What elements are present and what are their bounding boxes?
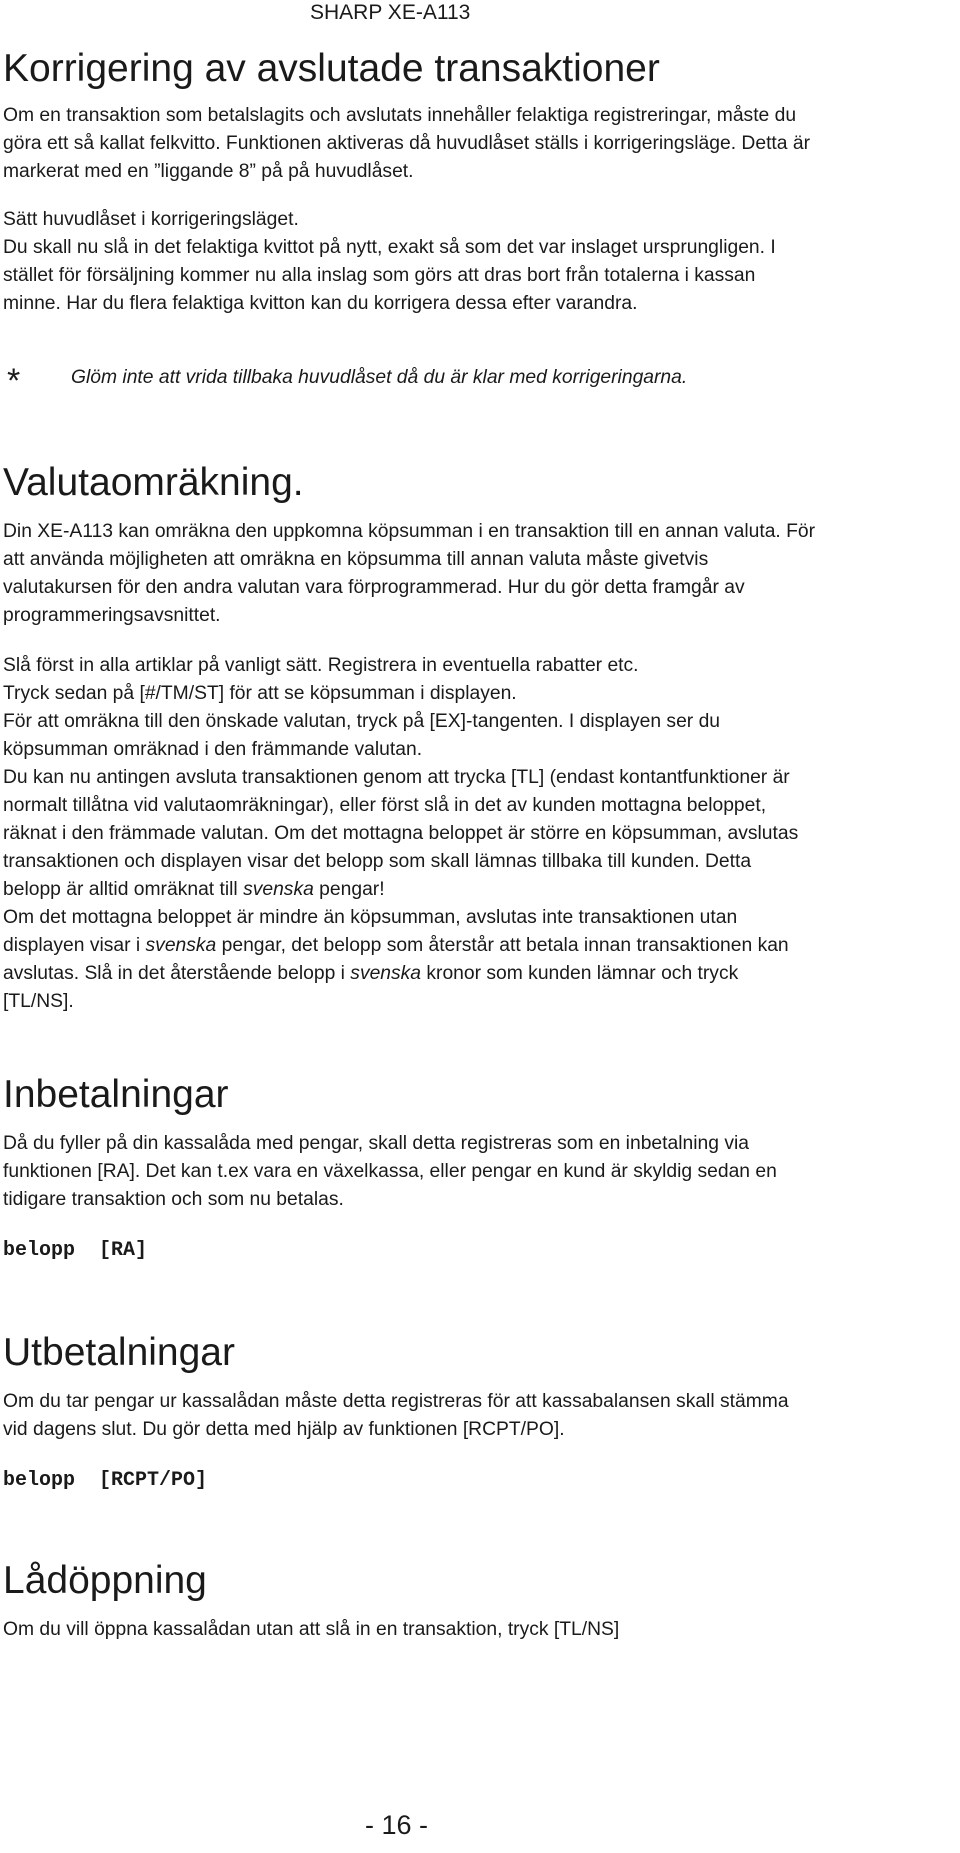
text-run: avslutas. Slå in det återstående belopp i [3,963,351,984]
text-run: belopp är alltid omräknat till [3,879,244,900]
corrections-intro-line: Om en transaktion som betalslagits och avslutats innehåller felaktiga registreringar, måste du [3,105,797,126]
currency-body-line: Slå först in alla artiklar på vanligt sätt. Registrera in eventuella rabatter etc. [3,655,639,676]
emphasis-svenska: svenska [243,879,314,900]
corrections-step-line: Sätt huvudlåset i korrigeringsläget. [3,209,299,230]
text-run: pengar! [313,879,385,900]
section-title-deposits: Inbetalningar [3,1073,229,1116]
deposits-key-sequence: belopp [RA] [3,1239,148,1262]
currency-body-line: För att omräkna till den önskade valutan, tryck på [EX]-tangenten. I displayen ser du [3,711,721,732]
currency-body-line [3,932,958,960]
deposits-line: Då du fyller på din kassalåda med pengar, skall detta registreras som en inbetalning via [3,1133,749,1154]
section-payouts [3,1330,958,1494]
corrections-intro-line: markerat med en ”liggande 8” på på huvudlåset. [3,161,414,182]
deposits-line: tidigare transaktion och som nu betalas. [3,1189,344,1210]
currency-body-line: transaktionen och displayen visar det belopp som skall lämnas tillbaka till kunden. Detta [3,851,752,872]
section-title-corrections: Korrigering av avslutade transaktioner [3,47,660,90]
payouts-line: Om du tar pengar ur kassalådan måste detta registreras för att kassabalansen skall stämma [3,1391,789,1412]
section-currency [3,460,958,1016]
currency-body-line [3,960,958,988]
currency-body-line: köpsumman omräknad i den främmande valutan. [3,739,423,760]
corrections-note [3,362,958,400]
page-number: - 16 - [365,1810,429,1840]
corrections-intro-line: göra ett så kallat felkvitto. Funktionen aktiveras då huvudlåset ställs i korrigeringsläge. Detta är [3,133,811,154]
drawer-opening-line: Om du vill öppna kassalådan utan att slå in en transaktion, tryck [TL/NS] [3,1619,620,1640]
text-run: kronor som kunden lämnar och tryck [421,963,739,984]
currency-body-line [3,876,958,904]
currency-body-line: Om det mottagna beloppet är mindre än köpsumman, avslutas inte transaktionen utan [3,907,738,928]
currency-intro-line: att använda möjligheten att omräkna en köpsumma till annan valuta måste givetvis [3,549,709,570]
section-corrections [3,46,958,318]
section-title-payouts: Utbetalningar [3,1331,235,1374]
currency-body-line: [TL/NS]. [3,991,74,1012]
currency-body-line: normalt tillåtna vid valutaomräkningar), eller först slå in det av kunden mottagna beloppet, [3,795,767,816]
corrections-step-line: minne. Har du flera felaktiga kvitton kan du korrigera dessa efter varandra. [3,293,638,314]
currency-body-line: Tryck sedan på [#/TM/ST] för att se köpsumman i displayen. [3,683,517,704]
page-header-model: SHARP XE-A113 [310,1,471,24]
currency-intro-line: valutakursen för den andra valutan vara förprogrammerad. Hur du gör detta framgår av [3,577,745,598]
section-deposits [3,1072,958,1264]
emphasis-svenska: svenska [145,935,217,956]
text-run: pengar, det belopp som återstår att betala innan transaktionen kan [216,935,789,956]
corrections-note-text: Glöm inte att vrida tillbaka huvudlåset då du är klar med korrigeringarna. [71,367,688,388]
corrections-step-line: stället för försäljning kommer nu alla inslag som görs att dras bort från totalerna i kassan [3,265,756,286]
corrections-step-line: Du skall nu slå in det felaktiga kvittot på nytt, exakt så som det var inslaget ursprungligen. I [3,237,776,258]
text-run: displayen visar i [3,935,146,956]
deposits-line: funktionen [RA]. Det kan t.ex vara en växelkassa, eller pengar en kund är skyldig sedan en [3,1161,777,1182]
section-title-currency: Valutaomräkning. [3,461,304,504]
section-title-drawer-opening: Lådöppning [3,1559,207,1602]
asterisk-icon: * [7,362,21,400]
payouts-line: vid dagens slut. Du gör detta med hjälp av funktionen [RCPT/PO]. [3,1419,565,1440]
currency-body-line: räknat i den främmade valutan. Om det mottagna beloppet är större en köpsumman, avslutas [3,823,799,844]
emphasis-svenska: svenska [350,963,422,984]
currency-intro-line: programmeringsavsnittet. [3,605,221,626]
payouts-key-sequence: belopp [RCPT/PO] [3,1469,208,1492]
section-drawer-opening [3,1558,958,1644]
currency-intro-line: Din XE-A113 kan omräkna den uppkomna köpsumman i en transaktion till en annan valuta. För [3,521,816,542]
currency-body-line: Du kan nu antingen avsluta transaktionen genom att trycka [TL] (endast kontantfunktioner är [3,767,790,788]
